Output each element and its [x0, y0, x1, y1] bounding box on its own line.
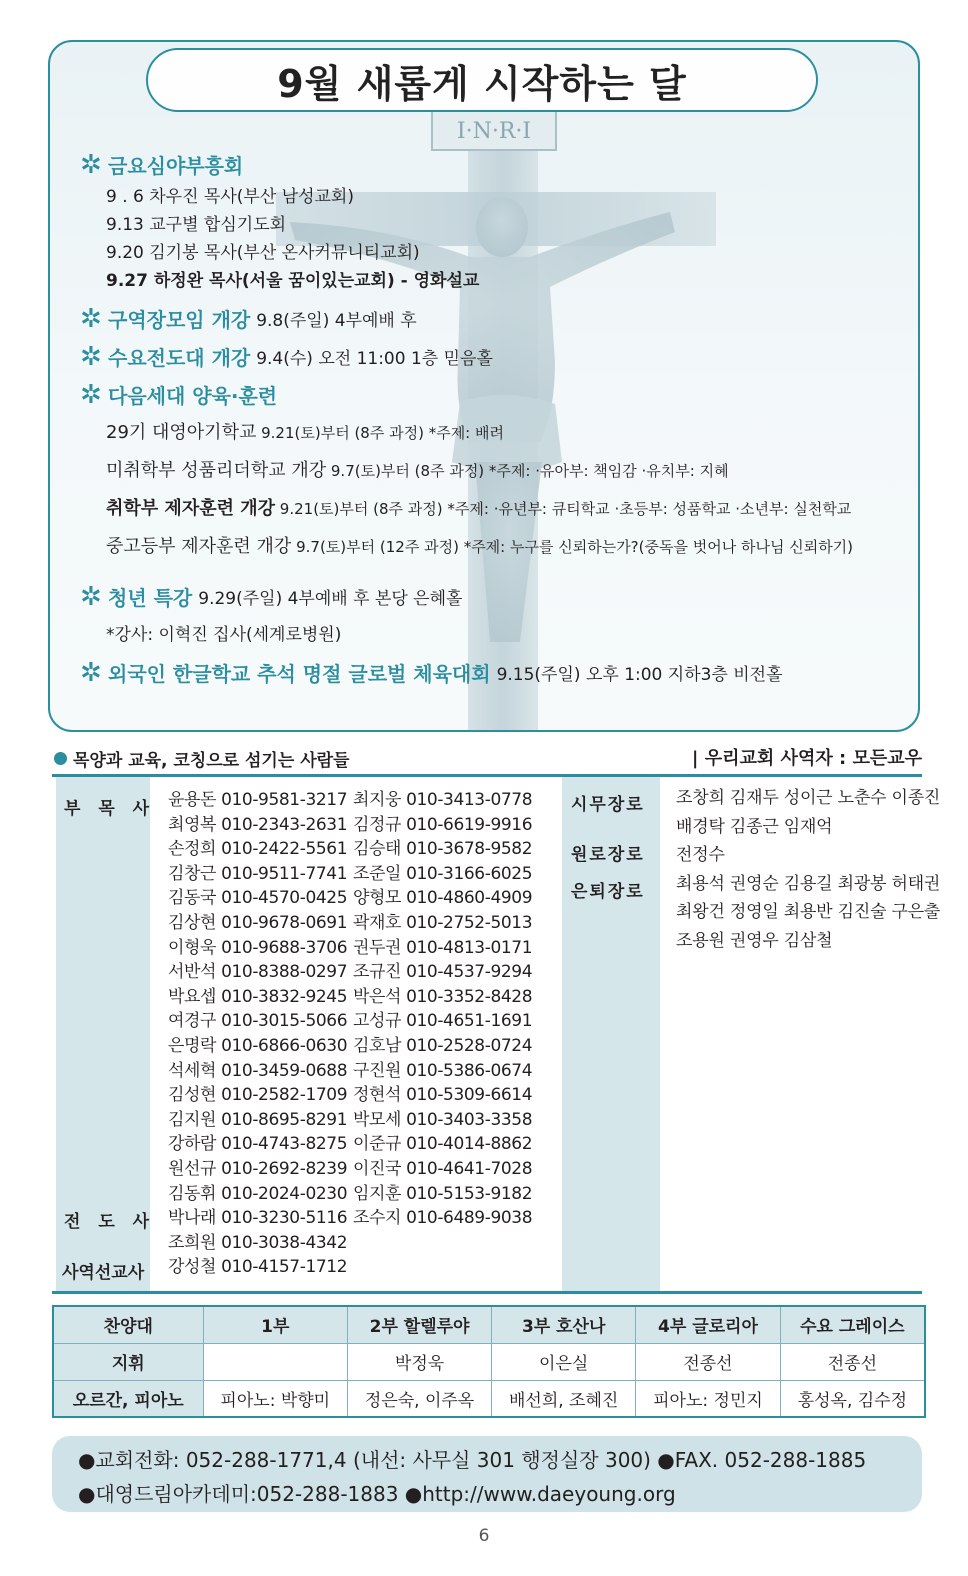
- staff-entry: 조준일 010-3166-6025: [353, 863, 533, 884]
- section-district-meeting: [80, 304, 417, 333]
- staff-entry: 박나래 010-3230-5116: [168, 1208, 348, 1229]
- item-detail: 9.21(토)부터 (8주 과정) *주제: 배려: [256, 424, 504, 442]
- staff-entry: 최지웅 010-3413-0778: [353, 790, 533, 810]
- staff-entry: 김상현 010-9678-0691: [168, 912, 348, 933]
- table-header-cell: 3부 호산나: [492, 1306, 636, 1343]
- ministers-note: | 우리교회 사역자 : 모든교우: [691, 748, 922, 769]
- role-associate-pastor: 부 목 사: [64, 799, 156, 819]
- table-header-cell: 수요 그레이스: [780, 1306, 925, 1343]
- section-title: 금요심야부흥회: [108, 154, 244, 178]
- staff-entry: 최영복 010-2343-2631: [168, 814, 348, 835]
- staff-entry: 김동국 010-4570-0425: [168, 888, 348, 909]
- table-row: [53, 1343, 925, 1380]
- section-friday-revival: [80, 150, 243, 179]
- list-item: [106, 494, 851, 520]
- elder-line: 최왕건 정영일 최용반 김진술 구은출: [676, 902, 941, 923]
- list-item: 9.13 교구별 합심기도회: [106, 215, 287, 235]
- list-item: 9.20 김기봉 목사(부산 온사커뮤니티교회): [106, 243, 420, 263]
- asterisk-icon: ✲: [80, 341, 102, 372]
- table-header-cell: 찬양대: [53, 1306, 203, 1343]
- item-lead: 중고등부 제자훈련 개강: [106, 536, 292, 557]
- staff-entry: 박요셉 010-3832-9245: [168, 986, 348, 1007]
- staff-entry: 윤용돈 010-9581-3217: [168, 790, 348, 810]
- staff-entry: 정현석 010-5309-6614: [353, 1085, 533, 1106]
- section-title: 구역장모임 개강: [108, 308, 251, 332]
- list-item: [106, 456, 729, 482]
- bullet-dot-icon: [54, 752, 67, 765]
- item-lead: 29기 대영아기학교: [106, 422, 257, 443]
- staff-entry: 손정희 010-2422-5561: [168, 839, 348, 860]
- staff-entry: 김승태 010-3678-9582: [353, 839, 533, 860]
- section-next-gen: [80, 380, 277, 409]
- section-title: 다음세대 양육·훈련: [108, 384, 278, 408]
- page-title-pill: [146, 48, 818, 112]
- staff-entry: 김동휘 010-2024-0230: [168, 1183, 348, 1204]
- table-cell: 전종선: [636, 1343, 781, 1380]
- list-item: 9.27 하정완 목사(서울 꿈이있는교회) - 영화설교: [106, 271, 480, 291]
- table-cell: 피아노: 박향미: [203, 1380, 348, 1417]
- role-retired-elder: 은퇴장로: [571, 882, 645, 902]
- elder-line: 최용석 권영순 김용길 최광봉 허태권: [676, 873, 941, 894]
- item-detail: 9.21(토)부터 (8주 과정) *주제: ·유년부: 큐티학교 ·초등부: 성품학교 ·소년부: 실천학교: [275, 500, 852, 518]
- staff-entry: 권두권 010-4813-0171: [353, 937, 533, 958]
- asterisk-icon: ✲: [80, 379, 102, 410]
- table-cell: 홍성옥, 김수정: [780, 1380, 925, 1417]
- staff-entry: 김호남 010-2528-0724: [353, 1035, 533, 1056]
- staff-entry: 조희원 010-3038-4342: [168, 1232, 348, 1253]
- staff-entry: 강성철 010-4157-1712: [168, 1257, 348, 1278]
- role-missionary: 사역선교사: [62, 1263, 145, 1283]
- section-detail: 9.15(주일) 오후 1:00 지하3층 비전홀: [496, 665, 783, 685]
- staff-entry: 김창근 010-9511-7741: [168, 863, 348, 884]
- table-row-header: 오르간, 피아노: [53, 1380, 203, 1417]
- table-cell: [203, 1343, 348, 1380]
- staff-entry: 강하람 010-4743-8275: [168, 1134, 348, 1155]
- table-cell: 전종선: [780, 1343, 925, 1380]
- page-number: 6: [478, 1526, 490, 1546]
- elder-line: 전정수: [676, 845, 725, 866]
- elder-line: 조창희 김재두 성이근 노춘수 이종진: [676, 788, 941, 808]
- section-title: 수요전도대 개강: [108, 346, 251, 370]
- table-row: [53, 1380, 925, 1417]
- asterisk-icon: ✲: [80, 303, 102, 334]
- table-header-cell: 2부 할렐루야: [348, 1306, 492, 1343]
- staff-heading-text: 목양과 교육, 코칭으로 섬기는 사람들: [73, 751, 350, 771]
- staff-entry: 구진원 010-5386-0674: [353, 1060, 533, 1081]
- staff-entry: 여경구 010-3015-5066: [168, 1011, 348, 1032]
- contact-web-line[interactable]: ●대영드림아카데미:052-288-1883 ●http://www.daeyoung.org: [78, 1482, 676, 1506]
- contact-box: [52, 1436, 922, 1512]
- staff-entry: 은명락 010-6866-0630: [168, 1035, 348, 1056]
- role-evangelist: 전 도 사: [64, 1212, 156, 1232]
- divider: [52, 774, 922, 777]
- staff-entry: 김성현 010-2582-1709: [168, 1085, 348, 1106]
- elders-list: [676, 784, 940, 956]
- list-item: [106, 532, 853, 558]
- asterisk-icon: ✲: [80, 149, 102, 180]
- staff-entry: 박모세 010-3403-3358: [353, 1109, 533, 1130]
- table-row-header: 지휘: [53, 1343, 203, 1380]
- elder-line: 배경탁 김종근 임재억: [676, 816, 833, 837]
- section-detail: 9.8(주일) 4부예배 후: [256, 311, 417, 331]
- list-item: [106, 418, 504, 444]
- section-title: 청년 특강: [108, 586, 193, 610]
- section-detail: 9.29(주일) 4부예배 후 본당 은혜홀: [198, 589, 463, 609]
- speaker-note: *강사: 이혁진 집사(세계로병원): [106, 625, 342, 645]
- item-lead: 미취학부 성품리더학교 개강: [106, 460, 327, 481]
- staff-entry: 이준규 010-4014-8862: [353, 1134, 533, 1155]
- staff-heading: [54, 746, 349, 771]
- staff-entry: 김지원 010-8695-8291: [168, 1109, 348, 1130]
- asterisk-icon: ✲: [80, 657, 102, 688]
- staff-entry: 석세혁 010-3459-0688: [168, 1060, 348, 1081]
- table-header-cell: 4부 글로리아: [636, 1306, 781, 1343]
- elder-line: 조용원 권영우 김삼철: [676, 930, 833, 951]
- asterisk-icon: ✲: [80, 581, 102, 612]
- table-cell: 박정욱: [348, 1343, 492, 1380]
- item-detail: 9.7(토)부터 (8주 과정) *주제: ·유아부: 책임감 ·유치부: 지혜: [326, 462, 729, 480]
- notice-box: [48, 40, 920, 732]
- staff-entry: 김정규 010-6619-9916: [353, 814, 533, 835]
- staff-entry: 곽재호 010-2752-5013: [353, 912, 533, 933]
- staff-entry: 조수지 010-6489-9038: [353, 1208, 533, 1229]
- staff-column-2: [353, 788, 532, 1231]
- contact-phone-line: ●교회전화: 052-288-1771,4 (내선: 사무실 301 행정실장 300) ●FAX. 052-288-1885: [78, 1448, 867, 1472]
- choir-table: [52, 1305, 926, 1418]
- staff-entry: 서반석 010-8388-0297: [168, 962, 348, 983]
- table-cell: 배선희, 조혜진: [492, 1380, 636, 1417]
- staff-entry: 고성규 010-4651-1691: [353, 1011, 533, 1032]
- svg-text:I·N·R·I: I·N·R·I: [456, 119, 532, 144]
- table-header-row: [53, 1306, 925, 1343]
- staff-entry: 양형모 010-4860-4909: [353, 888, 533, 909]
- staff-entry: 임지훈 010-5153-9182: [353, 1183, 533, 1204]
- staff-entry: 조규진 010-4537-9294: [353, 962, 533, 983]
- section-foreigner-event: [80, 658, 783, 687]
- list-item: 9 . 6 차우진 목사(부산 남성교회): [106, 187, 354, 207]
- section-title: 외국인 한글학교 추석 명절 글로벌 체육대회: [108, 662, 491, 686]
- section-wed-evangelism: [80, 342, 493, 371]
- table-cell: 정은숙, 이주옥: [348, 1380, 492, 1417]
- table-cell: 피아노: 정민지: [636, 1380, 781, 1417]
- table-cell: 이은실: [492, 1343, 636, 1380]
- item-detail: 9.7(토)부터 (12주 과정) *주제: 누구를 신뢰하는가?(중독을 벗어나 하나님 신뢰하기): [291, 538, 854, 556]
- item-lead: 취학부 제자훈련 개강: [106, 498, 276, 519]
- staff-entry: 이형욱 010-9688-3706: [168, 937, 348, 958]
- role-honorary-elder: 원로장로: [571, 845, 645, 865]
- staff-entry: 박은석 010-3352-8428: [353, 986, 533, 1007]
- staff-entry: 원선규 010-2692-8239: [168, 1158, 348, 1179]
- staff-column-1: [168, 788, 347, 1280]
- staff-entry: 이진국 010-4641-7028: [353, 1158, 533, 1179]
- table-header-cell: 1부: [203, 1306, 348, 1343]
- divider: [52, 1291, 922, 1294]
- page-title: 9월 새롭게 시작하는 달: [277, 61, 687, 106]
- section-detail: 9.4(수) 오전 11:00 1층 믿음홀: [256, 349, 493, 369]
- role-senior-elder: 시무장로: [571, 795, 645, 815]
- section-youth-lecture: [80, 582, 462, 611]
